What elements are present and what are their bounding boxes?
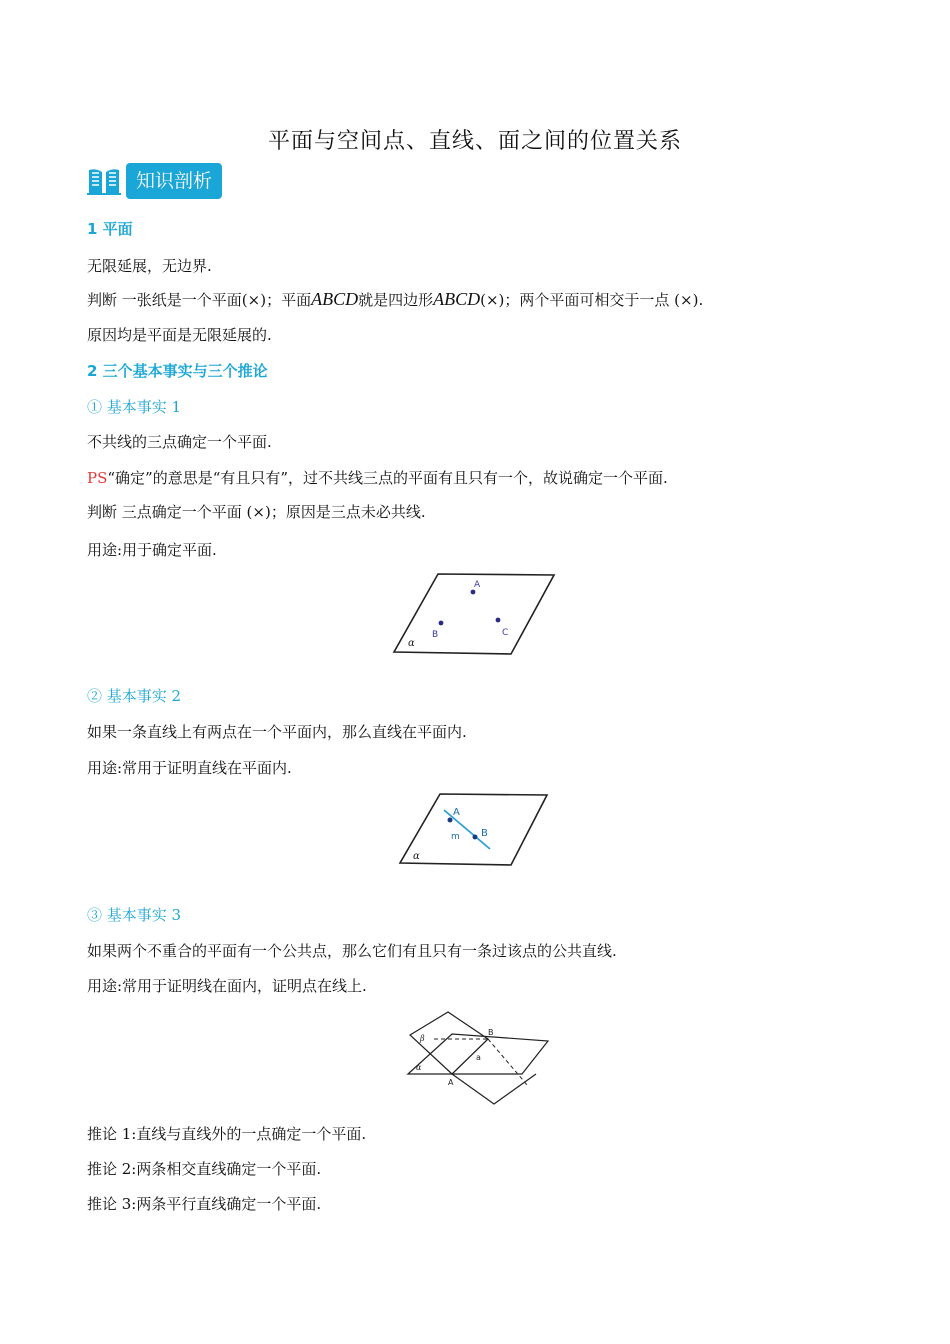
label-a: A xyxy=(474,580,481,590)
ps-text: “确定”的意思是“有且只有”，过不共线三点的平面有且只有一个，故说确定一个平面. xyxy=(107,469,668,487)
section-banner xyxy=(86,163,222,199)
figure-three-points-plane xyxy=(388,566,560,660)
judge-text-3: 就是四边形 xyxy=(358,291,434,309)
fact-2-use: 用途:常用于证明直线在平面内. xyxy=(87,759,292,777)
fact-1-text: 不共线的三点确定一个平面. xyxy=(87,433,272,451)
corollary-3: 推论 3:两条平行直线确定一个平面. xyxy=(87,1195,322,1213)
fact-3-text: 如果两个不重合的平面有一个公共点，那么它们有且只有一条过该点的公共直线. xyxy=(87,942,617,960)
banner-label: 知识剖析 xyxy=(126,163,222,199)
fact-1-judge-end: ；原因是三点未必共线. xyxy=(270,503,426,521)
open-book-icon xyxy=(86,163,122,199)
label-a-2: A xyxy=(453,807,460,818)
label-a-line: a xyxy=(476,1053,481,1062)
fact-2-text: 如果一条直线上有两点在一个平面内，那么直线在平面内. xyxy=(87,723,467,741)
fact-2-title: ② 基本事实 2 xyxy=(87,687,182,705)
label-alpha-3: α xyxy=(416,1063,422,1072)
point-a xyxy=(471,590,476,595)
fact-1-title: ① 基本事实 1 xyxy=(87,398,182,416)
quad-label-2: ABCD xyxy=(433,289,481,309)
point-b xyxy=(439,621,444,626)
page-title: 平面与空间点、直线、面之间的位置关系 xyxy=(267,129,682,154)
point-c xyxy=(496,618,501,623)
point-a-2 xyxy=(448,818,453,823)
judge-prefix: 判断 一张纸是一个平面 xyxy=(87,291,242,309)
figure-line-in-plane xyxy=(394,787,552,869)
fact-3-title: ③ 基本事实 3 xyxy=(87,906,182,924)
plane-beta-lower xyxy=(452,1074,536,1104)
judge-mark-3: (×) xyxy=(674,291,699,309)
fact-1-ps xyxy=(87,468,668,488)
ps-tag: PS xyxy=(87,469,108,487)
label-alpha-2: α xyxy=(413,851,420,862)
judge-text-4: ；两个平面可相交于一点 xyxy=(504,291,675,309)
section-heading-facts: 2 三个基本事实与三个推论 xyxy=(87,362,268,380)
corollary-2: 推论 2:两条相交直线确定一个平面. xyxy=(87,1160,322,1178)
plane-judgement xyxy=(87,289,703,310)
label-m: m xyxy=(451,832,460,842)
label-alpha: α xyxy=(408,638,415,649)
plane-parallelogram-2 xyxy=(400,794,547,865)
label-c: C xyxy=(502,628,509,638)
judge-text-2: ；平面 xyxy=(266,291,312,309)
label-b-3: B xyxy=(488,1028,494,1037)
figure-two-planes xyxy=(404,1008,552,1108)
judge-end: . xyxy=(698,291,704,309)
plane-beta xyxy=(410,1012,488,1074)
corollary-1: 推论 1:直线与直线外的一点确定一个平面. xyxy=(87,1125,367,1143)
judge-mark-1: (×) xyxy=(241,291,267,309)
label-b-2: B xyxy=(481,828,488,839)
label-a-3: A xyxy=(448,1078,454,1087)
fact-1-judgement xyxy=(87,502,426,522)
fact-1-use: 用途:用于确定平面. xyxy=(87,541,217,559)
hidden-edge-2 xyxy=(488,1039,528,1086)
label-beta: β xyxy=(420,1034,425,1043)
intersection-line xyxy=(452,1039,488,1074)
judge-mark-2: (×) xyxy=(480,291,505,309)
plane-reason: 原因均是平面是无限延展的. xyxy=(87,326,272,344)
label-b: B xyxy=(432,630,439,640)
quad-label-1: ABCD xyxy=(311,289,359,309)
fact-1-judge-mark: (×) xyxy=(246,503,271,521)
fact-1-judge-text: 判断 三点确定一个平面 xyxy=(87,503,247,521)
section-heading-plane: 1 平面 xyxy=(87,220,133,238)
fact-3-use: 用途:常用于证明线在面内，证明点在线上. xyxy=(87,977,367,995)
plane-description: 无限延展，无边界. xyxy=(87,257,212,275)
point-b-2 xyxy=(473,835,478,840)
